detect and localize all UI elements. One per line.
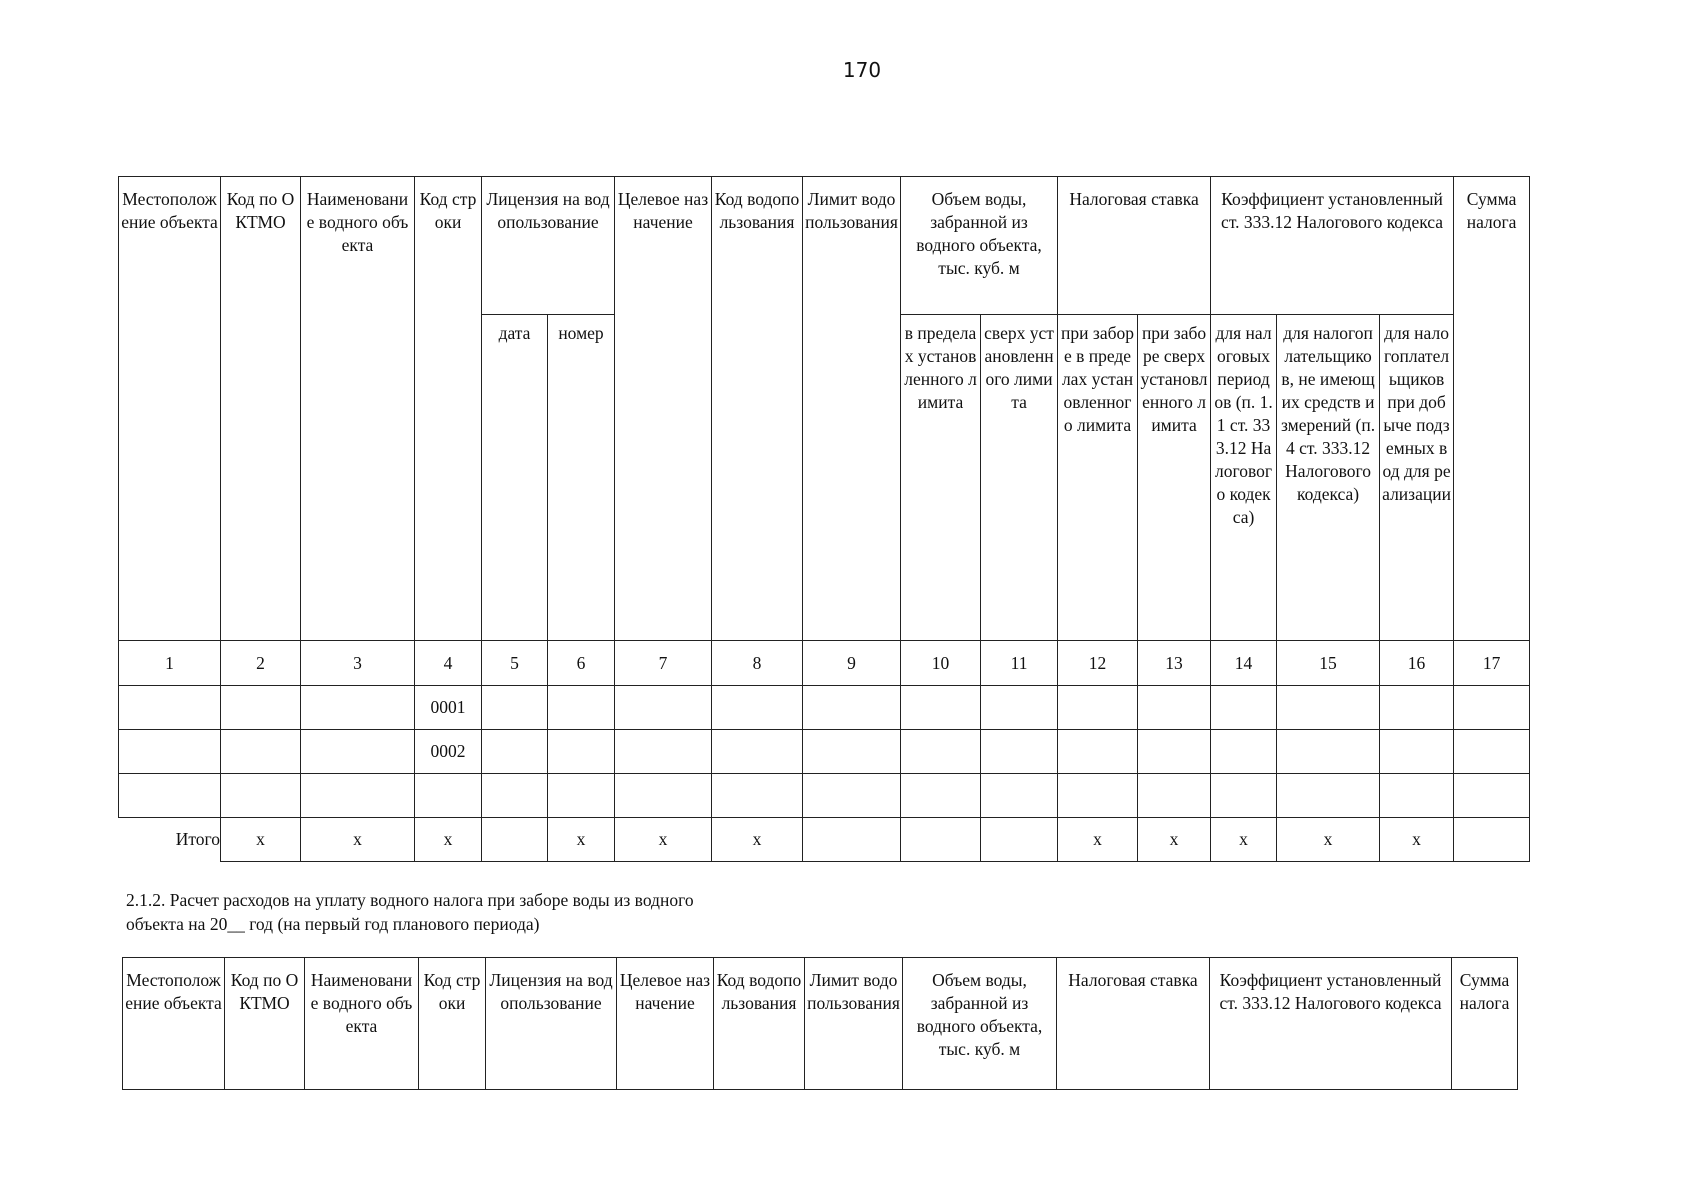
- caption-line-2: объекта на 20__ год (на первый год планового периода): [126, 914, 540, 934]
- column-number: 5: [482, 641, 548, 686]
- total-row: [119, 818, 1530, 862]
- header-usage-limit: Лимит водопользования: [805, 958, 903, 1090]
- line-code-cell: 0001: [415, 686, 482, 730]
- header-water-object-name: Наименование водного объекта: [305, 958, 419, 1090]
- header-water-object-name: Наименование водного объекта: [301, 177, 415, 641]
- column-number: 10: [901, 641, 981, 686]
- column-number: 16: [1380, 641, 1454, 686]
- total-cell: x: [415, 818, 482, 862]
- header-water-volume: Объем воды, забранной из водного объекта, тыс. куб. м: [903, 958, 1057, 1090]
- header-line-code: Код строки: [419, 958, 486, 1090]
- header-usage-limit: Лимит водопользования: [803, 177, 901, 641]
- total-cell: x: [712, 818, 803, 862]
- line-code-cell: 0002: [415, 730, 482, 774]
- table-row: [119, 686, 1530, 730]
- total-cell: x: [221, 818, 301, 862]
- total-cell: x: [1277, 818, 1380, 862]
- total-cell: [482, 818, 548, 862]
- header-coef-tax-periods: для налоговых периодов (п. 1.1 ст. 333.12 Налогового кодекса): [1211, 315, 1277, 641]
- water-tax-table-next-year: [122, 957, 1518, 1090]
- header-tax-rate: Налоговая ставка: [1058, 177, 1211, 315]
- water-tax-table: [118, 176, 1530, 862]
- header-coef-no-meters: для налогоплательщиков, не имеющих средств измерений (п. 4 ст. 333.12 Налогового кодекса): [1277, 315, 1380, 641]
- header-coefficient: Коэффициент установленный ст. 333.12 Налогового кодекса: [1210, 958, 1452, 1090]
- header-location: Местоположение объекта: [119, 177, 221, 641]
- header-location: Местоположение объекта: [123, 958, 225, 1090]
- header-water-volume: Объем воды, забранной из водного объекта, тыс. куб. м: [901, 177, 1058, 315]
- column-number: 2: [221, 641, 301, 686]
- header-rate-over-limit: при заборе сверх установленного лимита: [1138, 315, 1211, 641]
- header-oktmo: Код по ОКТМО: [221, 177, 301, 641]
- header-usage-code: Код водопользования: [714, 958, 805, 1090]
- header-coefficient: Коэффициент установленный ст. 333.12 Налогового кодекса: [1211, 177, 1454, 315]
- column-number: 12: [1058, 641, 1138, 686]
- table-row: [119, 774, 1530, 818]
- column-numbers-row: [119, 641, 1530, 686]
- column-number: 11: [981, 641, 1058, 686]
- header-line-code: Код строки: [415, 177, 482, 641]
- column-number: 8: [712, 641, 803, 686]
- header-volume-over-limit: сверх установленного лимита: [981, 315, 1058, 641]
- total-cell: x: [1058, 818, 1138, 862]
- header-license: Лицензия на водопользование: [482, 177, 615, 315]
- total-cell: x: [301, 818, 415, 862]
- header-coef-groundwater: для налогоплательщиков при добыче подземных вод для реализации: [1380, 315, 1454, 641]
- total-cell: [1454, 818, 1530, 862]
- header-tax-rate: Налоговая ставка: [1057, 958, 1210, 1090]
- total-cell: x: [548, 818, 615, 862]
- header-volume-within-limit: в пределах установленного лимита: [901, 315, 981, 641]
- column-number: 15: [1277, 641, 1380, 686]
- column-number: 14: [1211, 641, 1277, 686]
- total-cell: x: [1211, 818, 1277, 862]
- header-tax-sum: Сумма налога: [1454, 177, 1530, 641]
- table-row: [119, 730, 1530, 774]
- header-purpose: Целевое назначение: [615, 177, 712, 641]
- column-number: 1: [119, 641, 221, 686]
- total-cell: x: [615, 818, 712, 862]
- header-license-date: дата: [482, 315, 548, 641]
- column-number: 9: [803, 641, 901, 686]
- header-license-number: номер: [548, 315, 615, 641]
- total-cell: x: [1380, 818, 1454, 862]
- header-license: Лицензия на водопользование: [486, 958, 617, 1090]
- total-label: Итого: [119, 818, 221, 862]
- header-purpose: Целевое назначение: [617, 958, 714, 1090]
- header-oktmo: Код по ОКТМО: [225, 958, 305, 1090]
- line-code-cell: [415, 774, 482, 818]
- column-number: 13: [1138, 641, 1211, 686]
- section-caption: [126, 888, 694, 936]
- column-number: 7: [615, 641, 712, 686]
- column-number: 3: [301, 641, 415, 686]
- header-usage-code: Код водопользования: [712, 177, 803, 641]
- header-tax-sum: Сумма налога: [1452, 958, 1518, 1090]
- total-cell: [901, 818, 981, 862]
- total-cell: [981, 818, 1058, 862]
- header-rate-within-limit: при заборе в пределах установленного лимита: [1058, 315, 1138, 641]
- total-cell: x: [1138, 818, 1211, 862]
- total-cell: [803, 818, 901, 862]
- caption-line-1: 2.1.2. Расчет расходов на уплату водного налога при заборе воды из водного: [126, 890, 694, 910]
- page-number: 170: [842, 58, 882, 82]
- column-number: 6: [548, 641, 615, 686]
- column-number: 4: [415, 641, 482, 686]
- column-number: 17: [1454, 641, 1530, 686]
